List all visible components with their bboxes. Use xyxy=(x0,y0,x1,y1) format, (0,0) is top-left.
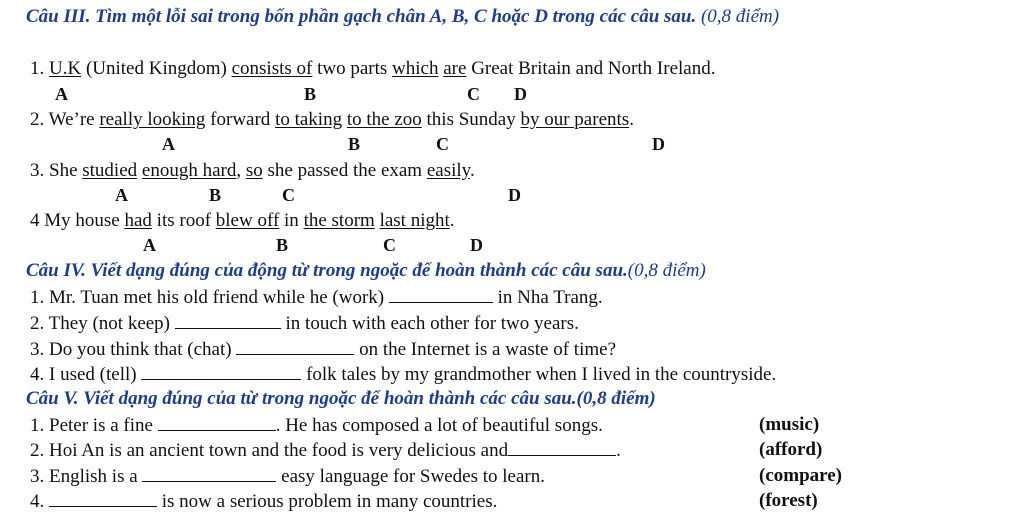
text-segment: forward xyxy=(205,109,276,130)
text-after-blank: on the Internet is a waste of time? xyxy=(354,339,617,360)
question-3-4 xyxy=(30,210,455,232)
section-4-title xyxy=(26,260,706,282)
question-5-2 xyxy=(30,439,621,462)
answer-blank[interactable] xyxy=(158,414,276,431)
section-5-title-text: Câu V. Viết dạng đúng của từ trong ngoặc để hoàn thành các câu sau.(0,8 điểm) xyxy=(26,388,656,409)
question-3-2 xyxy=(30,109,634,131)
question-4-1 xyxy=(30,286,603,309)
answer-blank[interactable] xyxy=(508,439,616,456)
choice-letter-b: B xyxy=(209,185,222,205)
item-number: 1. xyxy=(30,287,45,308)
text-segment: (United Kingdom) xyxy=(81,58,232,79)
text-before-blank: Mr. Tuan met his old friend while he (work) xyxy=(49,287,389,308)
text-segment: its roof xyxy=(151,210,216,231)
text-segment: , xyxy=(236,160,246,181)
question-5-4 xyxy=(30,490,497,513)
question-4-3 xyxy=(30,338,616,361)
text-segment: . xyxy=(629,109,634,130)
underlined-part-d: are xyxy=(443,58,467,79)
section-4-title-text: Câu IV. Viết dạng đúng của động từ trong ngoặc để hoàn thành các câu sau. xyxy=(26,260,628,281)
question-5-1 xyxy=(30,414,603,437)
choice-letter-c: C xyxy=(282,185,295,205)
answer-blank[interactable] xyxy=(389,286,493,303)
question-3-3 xyxy=(30,160,475,182)
text-segment: in xyxy=(279,210,304,231)
underlined-part-a: studied xyxy=(82,160,138,181)
text-segment: she passed the exam xyxy=(262,160,427,181)
question-5-3 xyxy=(30,465,545,488)
text-after-blank: . xyxy=(616,440,621,461)
section-3-title xyxy=(26,6,779,28)
text-before-blank: Hoi An is an ancient town and the food is very delicious and xyxy=(49,440,509,461)
underlined-part-a: had xyxy=(124,210,152,231)
underlined-part-b: blew off xyxy=(215,210,280,231)
item-number: 4. xyxy=(30,364,45,385)
item-number: 1. xyxy=(30,415,45,436)
item-number: 3. xyxy=(30,160,45,181)
text-segment: Great Britain and North Ireland. xyxy=(466,58,716,79)
question-4-2 xyxy=(30,312,579,335)
text-after-blank: is now a serious problem in many countries. xyxy=(157,491,498,512)
text-after-blank: in touch with each other for two years. xyxy=(280,313,579,334)
section-3-points: (0,8 điểm) xyxy=(700,6,780,27)
item-number: 3. xyxy=(30,339,45,360)
text-segment: We’re xyxy=(48,109,100,130)
answer-blank[interactable] xyxy=(175,312,281,329)
choice-letter-b: B xyxy=(276,235,289,255)
text-segment: She xyxy=(49,160,83,181)
choice-letter-d: D xyxy=(508,185,521,205)
text-before-blank: They (not keep) xyxy=(48,313,175,334)
choice-letter-b: B xyxy=(304,84,317,104)
underlined-part-b: consists of xyxy=(231,58,313,79)
answer-blank[interactable] xyxy=(142,465,276,482)
item-number: 4 xyxy=(30,210,40,231)
underlined-part-c: to the zoo xyxy=(346,109,422,130)
choice-letter-a: A xyxy=(115,185,128,205)
underlined-part-d: last night xyxy=(379,210,450,231)
choice-letter-a: A xyxy=(143,235,156,255)
answer-blank[interactable] xyxy=(141,363,301,380)
choice-letter-c: C xyxy=(436,134,449,154)
text-segment: two parts xyxy=(312,58,393,79)
item-number: 4. xyxy=(30,491,45,512)
word-hint: (afford) xyxy=(759,439,823,460)
choice-letter-c: C xyxy=(467,84,480,104)
question-4-4 xyxy=(30,363,776,386)
underlined-part-d: by our parents xyxy=(520,109,630,130)
question-3-1 xyxy=(30,58,715,80)
text-after-blank: folk tales by my grandmother when I lived in the countryside. xyxy=(301,364,777,385)
choice-letter-d: D xyxy=(514,84,527,104)
underlined-part-d: easily xyxy=(426,160,470,181)
underlined-part-c: which xyxy=(392,58,439,79)
text-before-blank: Peter is a fine xyxy=(49,415,158,436)
text-before-blank: Do you think that (chat) xyxy=(49,339,237,360)
underlined-part-b: enough hard xyxy=(141,160,237,181)
item-number: 2. xyxy=(30,440,45,461)
item-number: 2. xyxy=(30,313,45,334)
text-after-blank: easy language for Swedes to learn. xyxy=(276,466,545,487)
item-number: 3. xyxy=(30,466,45,487)
word-hint: (compare) xyxy=(759,465,843,486)
choice-letter-a: A xyxy=(55,84,68,104)
underlined-part-c: so xyxy=(245,160,263,181)
underlined-part-a: U.K xyxy=(49,58,82,79)
word-hint: (forest) xyxy=(759,490,818,511)
text-segment: . xyxy=(449,210,455,231)
answer-blank[interactable] xyxy=(49,490,157,507)
choice-letter-d: D xyxy=(470,235,483,255)
underlined-part-b: to taking xyxy=(275,109,343,130)
item-number: 1. xyxy=(30,58,45,79)
answer-blank[interactable] xyxy=(236,338,354,355)
text-before-blank: I used (tell) xyxy=(49,364,142,385)
underlined-part-c: the storm xyxy=(303,210,375,231)
section-4-points: (0,8 điểm) xyxy=(627,260,706,281)
choice-letter-c: C xyxy=(383,235,396,255)
text-after-blank: in Nha Trang. xyxy=(492,287,603,308)
word-hint: (music) xyxy=(759,414,820,435)
item-number: 2. xyxy=(30,109,45,130)
underlined-part-a: really looking xyxy=(99,109,206,130)
choice-letter-b: B xyxy=(348,134,361,154)
text-segment: My house xyxy=(44,210,125,231)
text-segment: this Sunday xyxy=(421,109,521,130)
text-segment: . xyxy=(469,160,475,181)
choice-letter-d: D xyxy=(652,134,665,154)
section-5-title xyxy=(26,388,656,410)
section-3-title-text: Câu III. Tìm một lỗi sai trong bốn phần gạch chân A, B, C hoặc D trong các câu sau. xyxy=(26,6,697,27)
text-before-blank: English is a xyxy=(49,466,143,487)
text-after-blank: . He has composed a lot of beautiful songs. xyxy=(275,415,603,436)
choice-letter-a: A xyxy=(162,134,175,154)
